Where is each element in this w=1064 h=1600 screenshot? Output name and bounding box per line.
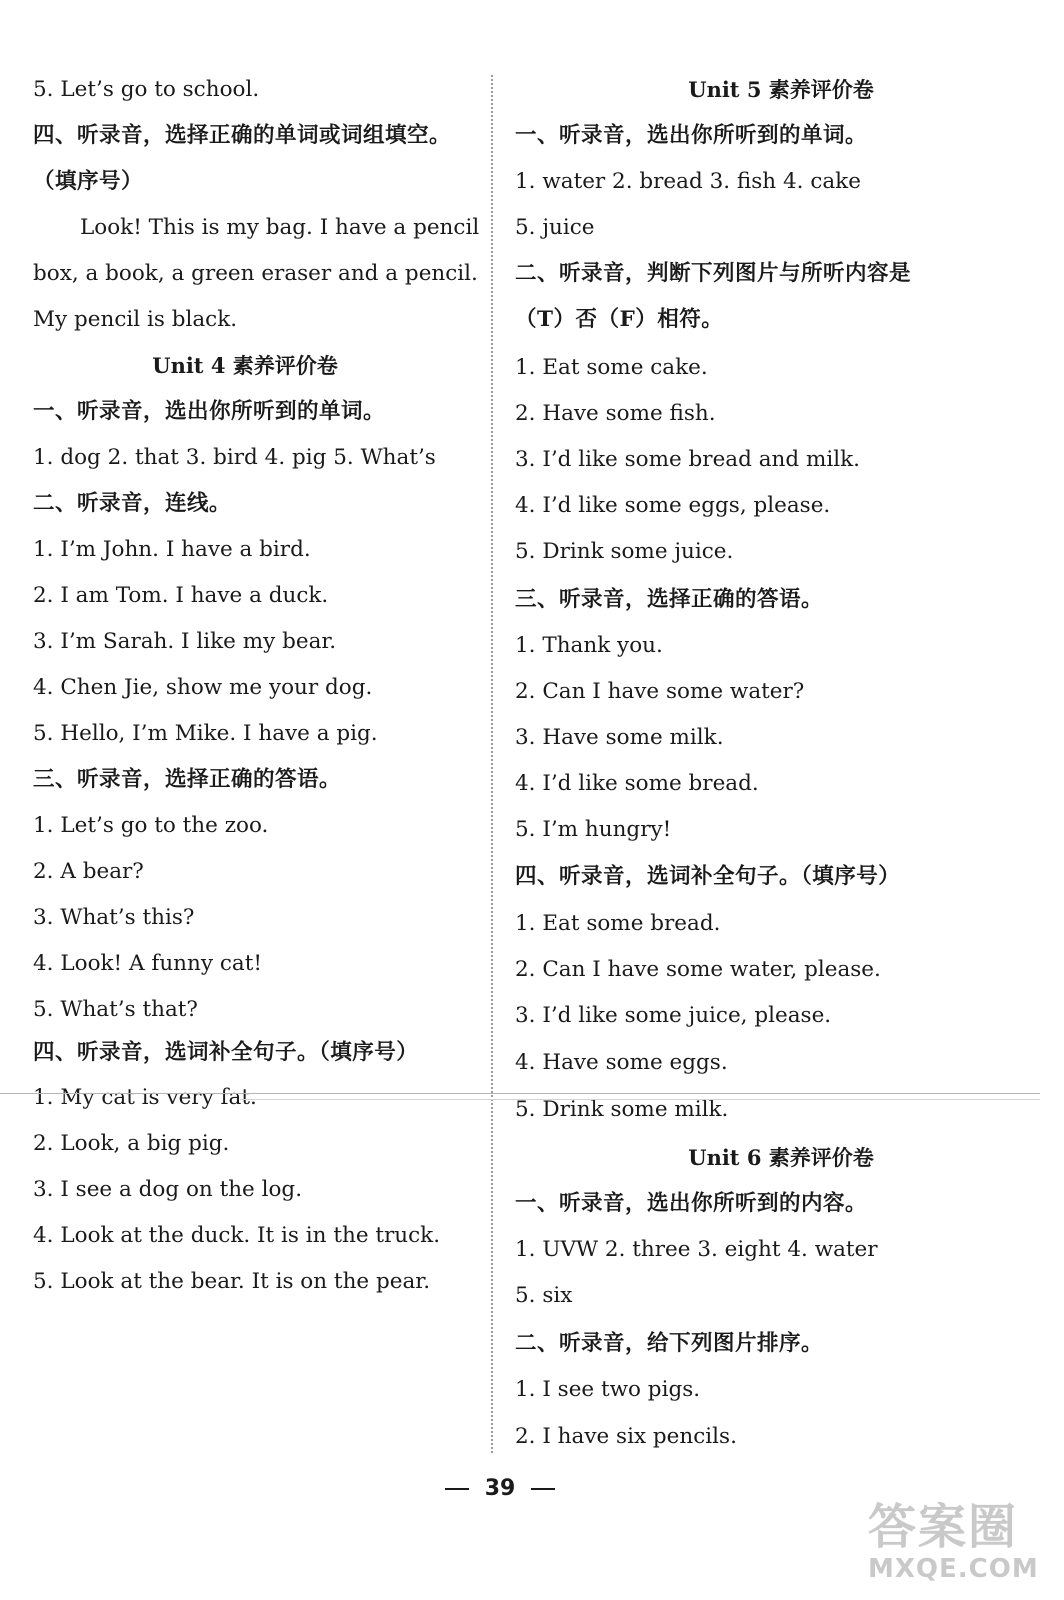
text-line: 1. Eat some bread. (515, 911, 721, 936)
unit-title: Unit 6 素养评价卷 (688, 1145, 874, 1170)
text-line: 3. I’d like some bread and milk. (515, 447, 860, 472)
text-line: 1. water 2. bread 3. fish 4. cake (515, 169, 861, 194)
text-line: 3. What’s this? (33, 905, 195, 930)
text-line: 4. Look at the duck. It is in the truck. (33, 1223, 441, 1248)
text-line: 3. I see a dog on the log. (33, 1177, 303, 1202)
text-line: 1. I see two pigs. (515, 1377, 701, 1402)
text-line: 1. My cat is very fat. (33, 1085, 257, 1110)
text-line: 5. Drink some juice. (515, 539, 734, 564)
section-heading: 四、听录音，选择正确的单词或词组填空。 (33, 123, 452, 148)
section-heading: 三、听录音，选择正确的答语。 (33, 767, 342, 792)
text-line: 2. I am Tom. I have a duck. (33, 583, 329, 608)
text-line: 1. Eat some cake. (515, 355, 708, 380)
section-heading: 二、听录音，判断下列图片与所听内容是 (515, 261, 912, 286)
text-line: My pencil is black. (33, 307, 238, 332)
text-line: Look! This is my bag. I have a pencil (80, 215, 480, 240)
section-heading: 四、听录音，选词补全句子。（填序号） (33, 1040, 419, 1065)
text-line: 1. UVW 2. three 3. eight 4. water (515, 1237, 878, 1262)
text-line: 4. Have some eggs. (515, 1050, 728, 1075)
dash-left (445, 1488, 469, 1490)
text-line: 2. Look, a big pig. (33, 1131, 230, 1156)
section-heading: 三、听录音，选择正确的答语。 (515, 587, 824, 612)
section-heading: 一、听录音，选出你所听到的单词。 (515, 123, 868, 148)
text-line: 4. Look! A funny cat! (33, 951, 262, 976)
page-number-text: 39 (484, 1476, 516, 1501)
text-line: 2. Can I have some water? (515, 679, 805, 704)
text-line: 3. I’d like some juice, please. (515, 1003, 832, 1028)
page-fold-line (240, 1099, 1040, 1100)
text-line: 3. Have some milk. (515, 725, 724, 750)
text-line: 5. Look at the bear. It is on the pear. (33, 1269, 431, 1294)
text-line: 1. I’m John. I have a bird. (33, 537, 311, 562)
text-line: 2. Can I have some water, please. (515, 957, 881, 982)
text-line: 2. I have six pencils. (515, 1424, 737, 1449)
text-line: 5. juice (515, 215, 595, 240)
section-heading: 一、听录音，选出你所听到的单词。 (33, 399, 386, 424)
text-line: 5. Let’s go to school. (33, 77, 260, 102)
text-line: 3. I’m Sarah. I like my bear. (33, 629, 337, 654)
section-heading: （T）否（F）相符。 (515, 307, 724, 332)
text-line: 4. I’d like some eggs, please. (515, 493, 831, 518)
text-line: 1. dog 2. that 3. bird 4. pig 5. What’s (33, 445, 436, 470)
page-fold-line (0, 1093, 1040, 1094)
text-line: 5. six (515, 1283, 573, 1308)
text-line: 4. I’d like some bread. (515, 771, 759, 796)
watermark-url: MXQE.COM (868, 1554, 1039, 1584)
watermark-logo (868, 1500, 1038, 1592)
text-line: 4. Chen Jie, show me your dog. (33, 675, 373, 700)
text-line: 5. What’s that? (33, 997, 198, 1022)
text-line: 5. I’m hungry! (515, 817, 672, 842)
text-line: 2. A bear? (33, 859, 144, 884)
section-heading: 四、听录音，选词补全句子。（填序号） (515, 864, 901, 889)
text-line: 1. Thank you. (515, 633, 663, 658)
section-heading: 一、听录音，选出你所听到的内容。 (515, 1191, 868, 1216)
dash-right (531, 1488, 555, 1490)
text-line: 5. Hello, I’m Mike. I have a pig. (33, 721, 378, 746)
text-line: 2. Have some fish. (515, 401, 716, 426)
watermark-chars: 答案圈 (868, 1499, 1019, 1555)
section-heading: 二、听录音，给下列图片排序。 (515, 1331, 824, 1356)
column-divider (491, 75, 493, 1453)
unit-title: Unit 4 素养评价卷 (152, 353, 338, 378)
text-line: box, a book, a green eraser and a pencil. (33, 261, 478, 286)
section-heading: （填序号） (33, 169, 144, 194)
page-number (0, 1474, 1000, 1504)
text-line: 1. Let’s go to the zoo. (33, 813, 269, 838)
unit-title: Unit 5 素养评价卷 (688, 77, 874, 102)
text-line: 5. Drink some milk. (515, 1097, 729, 1122)
section-heading: 二、听录音，连线。 (33, 491, 232, 516)
